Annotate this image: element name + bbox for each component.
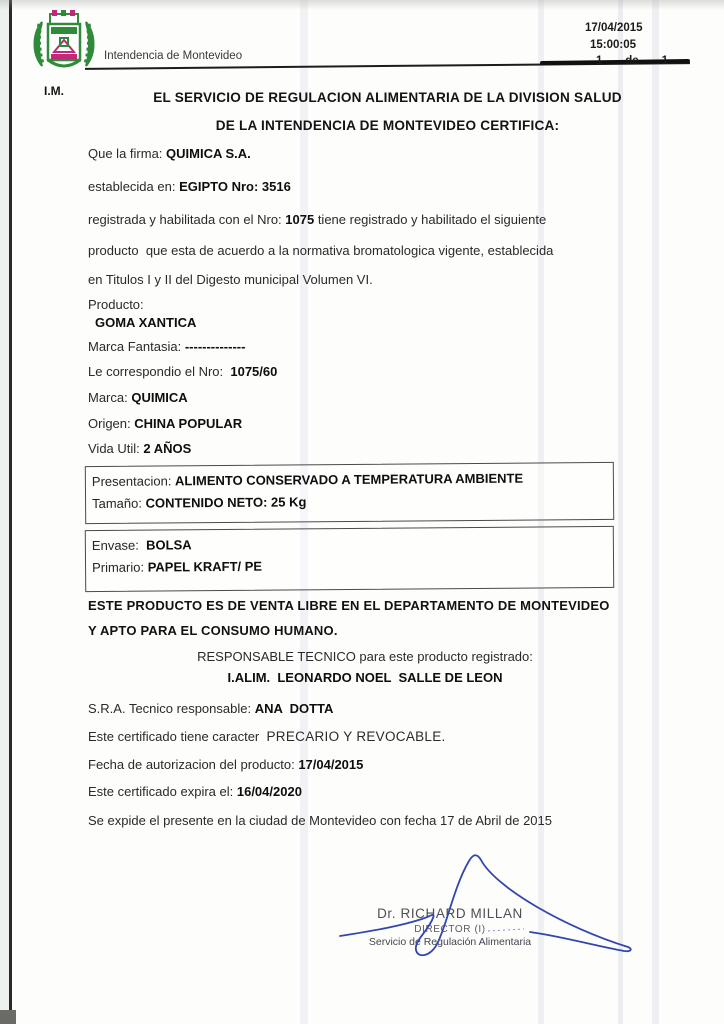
fecha-autorizacion-label: Fecha de autorizacion del producto: [88,757,299,772]
marca-fantasia-value: -------------- [184,339,246,354]
primario-value: PAPEL KRAFT/ PE [147,558,263,575]
signer-role: DIRECTOR (I) [414,924,486,935]
scan-left-border-line [9,0,12,1024]
firm-registration-number: 1075 [285,212,315,227]
responsable-tecnico-title: RESPONSABLE TECNICO para este producto registrado: [197,649,533,664]
scan-top-shadow [0,0,724,10]
firm-registration-suffix: tiene registrado y habilitado el siguiente [314,212,547,227]
marca-label: Marca: [88,390,132,405]
tamano-value: CONTENIDO NETO: 25 Kg [145,494,307,511]
sra-responsable-line [88,701,333,716]
envase-line [92,534,613,553]
page-separator: de [625,55,639,67]
correspondio-line [88,364,277,379]
envase-box [85,526,614,592]
fecha-autorizacion-value: 17/04/2015 [298,757,364,772]
correspondio-value: 1075/60 [230,364,278,379]
vida-util-value: 2 AÑOS [143,441,192,456]
sra-label: S.R.A. Tecnico responsable: [88,701,255,716]
certificate-title-line1: EL SERVICIO DE REGULACION ALIMENTARIA DE LA DIVISION SALUD [153,90,622,105]
firm-name-label: Que la firma: [88,146,167,161]
signer-name: Dr. RICHARD MILLAN [377,906,523,921]
correspondio-label: Le correspondio el Nro: [88,364,231,379]
presentacion-label: Presentacion: [91,473,176,490]
header-time: 15:00:05 [590,39,637,51]
firm-address-line [88,179,291,194]
expira-line [88,784,302,799]
page-current: 1 [596,55,603,67]
normativa-line: producto que esta de acuerdo a la normativa bromatologica vigente, establecida [88,243,554,258]
firm-name-value: QUIMICA S.A. [166,146,251,161]
header-page-indicator [596,55,668,67]
marca-fantasia-label: Marca Fantasia: [88,339,185,354]
expira-label: Este certificado expira el: [88,784,237,799]
primario-line [92,556,613,575]
presentacion-line [92,470,613,489]
scan-streak [618,0,623,1024]
expira-value: 16/04/2020 [236,784,302,799]
certificate-title-line2: DE LA INTENDENCIA DE MONTEVIDEO CERTIFICA: [215,118,560,133]
im-label: I.M. [44,84,64,98]
caracter-label: Este certificado tiene caracter [88,729,267,744]
origen-line [88,416,242,431]
firm-address-value: EGIPTO Nro: 3516 [179,179,291,194]
sra-value: ANA DOTTA [254,701,334,716]
fecha-autorizacion-line [88,757,363,772]
responsable-name-value: I.ALIM. LEONARDO NOEL SALLE DE LEON [227,670,503,685]
envase-label: Envase: [91,537,147,554]
marca-line [88,390,188,405]
certificate-title [85,84,690,140]
tamano-line [92,492,613,511]
venta-libre-line2: Y APTO PARA EL CONSUMO HUMANO. [88,623,338,638]
presentation-box [85,462,614,524]
titulos-line: en Titulos I y II del Digesto municipal Volumen VI. [88,272,373,287]
scan-left-strip [0,0,9,1024]
page-total: 1 [661,55,668,67]
venta-libre-line1: ESTE PRODUCTO ES DE VENTA LIBRE EN EL DEPARTAMENTO DE MONTEVIDEO [88,598,610,613]
responsable-tecnico-name [85,670,645,685]
caracter-value: PRECARIO Y REVOCABLE. [266,729,446,744]
expide-line: Se expide el presente en la ciudad de Montevideo con fecha 17 de Abril de 2015 [88,813,553,828]
tamano-label: Tamaño: [92,495,146,512]
marca-fantasia-line [88,339,245,354]
firm-registration-line [88,212,546,227]
montevideo-coat-of-arms-logo [28,8,100,76]
caracter-line [88,729,446,744]
vida-util-label: Vida Util: [88,441,144,456]
firm-registration-label: registrada y habilitada con el Nro: [88,212,286,227]
producto-label: Producto: [88,297,144,312]
firm-name-line [88,146,251,161]
org-name: Intendencia de Montevideo [104,50,243,62]
origen-label: Origen: [88,416,135,431]
producto-value [95,315,196,330]
presentacion-value: ALIMENTO CONSERVADO A TEMPERATURA AMBIENTE [174,470,524,489]
header-date: 17/04/2015 [585,22,643,34]
firm-address-label: establecida en: [88,179,180,194]
primario-label: Primario: [92,559,148,576]
vida-util-line [88,441,191,456]
producto-name: GOMA XANTICA [95,315,197,330]
envase-value: BOLSA [146,537,192,553]
scan-streak [652,0,659,1024]
signer-department: Servicio de Regulación Alimentaria [368,936,532,948]
scan-bottom-corner [0,1010,16,1024]
origen-value: CHINA POPULAR [134,416,243,431]
marca-value: QUIMICA [131,390,188,405]
